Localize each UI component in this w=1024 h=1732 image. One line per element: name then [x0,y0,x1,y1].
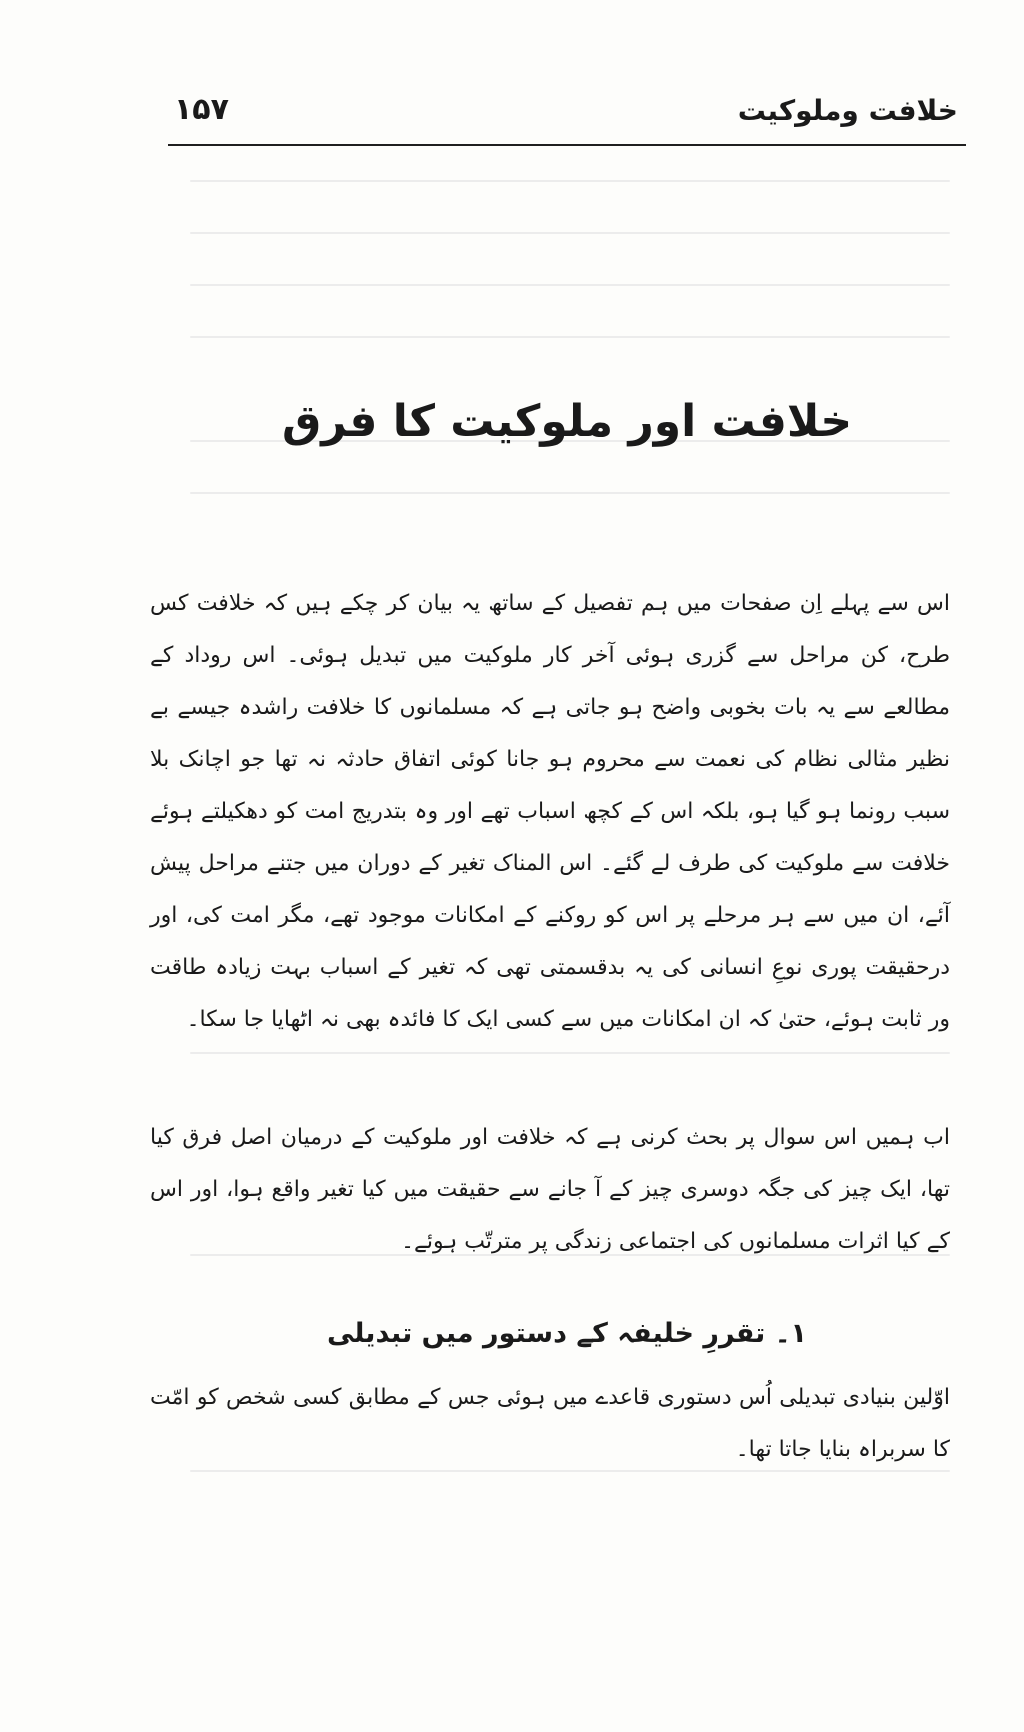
paragraph-2: اب ہمیں اس سوال پر بحث کرنی ہے کہ خلافت اور ملوکیت کے درمیان اصل فرق کیا تھا، ایک چیز کی جگہ دوسری چیز کے آ جانے سے حقیقت میں کیا تغیر واقع ہوا، اور اس کے کیا اثرات مسلمانوں کی اجتماعی زندگی پر مترتّب ہوئے۔ [150,1125,950,1254]
section-heading: ۱۔ تقررِ خلیفہ کے دستور میں تبدیلی [326,1318,808,1349]
bleed-through-line [190,1052,950,1054]
bleed-through-line [190,284,950,286]
bleed-through-line [190,492,950,494]
running-head: خلافت وملوکیت [737,94,958,127]
paragraph-1: اس سے پہلے اِن صفحات میں ہم تفصیل کے ساتھ یہ بیان کر چکے ہیں کہ خلافت کس طرح، کن مراحل سے گزری ہوئی آخر کار ملوکیت میں تبدیل ہوئی۔ اس روداد کے مطالعے سے یہ بات بخوبی واضح ہو جاتی ہے کہ مسلمانوں کا خلافت راشدہ جیسے بے نظیر مثالی نظام کی نعمت سے محروم ہو جانا کوئی اتفاق حادثہ نہ تھا جو اچانک بلا سبب رونما ہو گیا ہو، بلکہ اس کے کچھ اسباب تھے اور وہ بتدریج امت کو دھکیلتے ہوئے خلافت سے ملوکیت کی طرف لے گئے۔ اس المناک تغیر کے دوران میں جتنے مراحل پیش آئے، ان میں سے ہر مرحلے پر اس کو روکنے کے امکانات موجود تھے، مگر امت کی، اور درحقیقت پوری نوعِ انسانی کی یہ بدقسمتی تھی کہ تغیر کے اسباب بہت زیادہ طاقت ور ثابت ہوئے، حتیٰ کہ ان امکانات میں سے کسی ایک کا فائدہ بھی نہ اٹھایا جا سکا۔ [150,591,950,1032]
bleed-through-line [190,336,950,338]
section-paragraph: اوّلین بنیادی تبدیلی اُس دستوری قاعدے میں ہوئی جس کے مطابق کسی شخص کو امّت کا سربراہ بنایا جاتا تھا۔ [150,1385,950,1462]
bleed-through-line [190,232,950,234]
page-number: ۱۵۷ [174,92,229,127]
page-header [168,84,966,146]
bleed-through-line [190,180,950,182]
chapter-title: خلافت اور ملوکیت کا فرق [281,396,853,447]
